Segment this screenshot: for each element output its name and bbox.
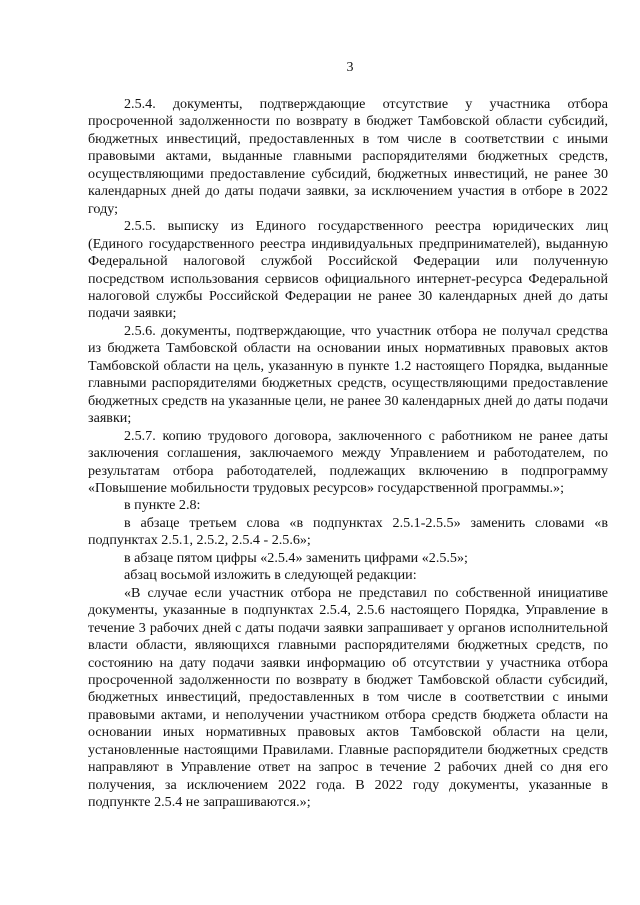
paragraph-2-5-6: 2.5.6. документы, подтверждающие, что участник отбора не получал средства из бюджета Тамбовской области на основании иных нормативных правовых актов Тамбовской области на цель, указанную в пункте 1.2 настоящего Порядка, выданные главными распорядителями бюджетных средств, осуществляющими предоставление бюджетных средств на указанные цели, не ранее 30 календарных дней до даты подачи заявки; [88,322,608,427]
document-body [88,96,608,812]
page-number: 3 [346,60,354,75]
paragraph-point-2-8: в пункте 2.8: [124,497,201,514]
paragraph-abzac-8: абзац восьмой изложить в следующей редакции: [124,567,417,584]
paragraph-abzac-3: в абзаце третьем слова «в подпунктах 2.5.1-2.5.5» заменить словами «в подпунктах 2.5.1, 2.5.2, 2.5.4 - 2.5.6»; [88,514,608,549]
paragraph-new-text: «В случае если участник отбора не представил по собственной инициативе документы, указанные в подпунктах 2.5.4, 2.5.6 настоящего Порядка, Управление в течение 3 рабочих дней с даты подачи заявки запрашивает у органов исполнительной власти области, являющихся главными распорядителями бюджетных средств, по состоянию на дату подачи заявки информацию об отсутствии у участника отбора просроченной задолженности по возврату в бюджет Тамбовской области субсидий, бюджетных инвестиций, предоставленных в том числе в соответствии с иными правовыми актами, и неполучении участником отбора средств бюджета области на основании иных нормативных правовых актов Тамбовской области на цели, установленные настоящими Правилами. Главные распорядители бюджетных средств направляют в Управление ответ на запрос в течение 2 рабочих дней со дня его получения, за исключением 2022 года. В 2022 году документы, указанные в подпункте 2.5.4 не запрашиваются.»; [88,584,608,811]
paragraph-2-5-7: 2.5.7. копию трудового договора, заключенного с работником не ранее даты заключения соглашения, заключаемого между Управлением и работодателем, по результатам отбора работодателей, подлежащих включению в подпрограмму «Повышение мобильности трудовых ресурсов» государственной программы.»; [88,427,608,496]
paragraph-abzac-5: в абзаце пятом цифры «2.5.4» заменить цифрами «2.5.5»; [124,549,468,566]
paragraph-2-5-5: 2.5.5. выписку из Единого государственного реестра юридических лиц (Единого государственного реестра индивидуальных предпринимателей), выданную Федеральной налоговой службой Российской Федерации или полученную посредством использования сервисов официального интернет-ресурса Федеральной налоговой службы Российской Федерации не ранее 30 календарных дней до даты подачи заявки; [88,218,608,322]
paragraph-2-5-4: 2.5.4. документы, подтверждающие отсутствие у участника отбора просроченной задолженности по возврату в бюджет Тамбовской области субсидий, бюджетных инвестиций, предоставленных в том числе в соответствии с иными правовыми актами, выданные главными распорядителями бюджетных средств, осуществляющими предоставление субсидий, бюджетных инвестиций, не ранее 30 календарных дней до даты подачи заявки, за исключением участия в отборе в 2022 году; [88,96,608,217]
